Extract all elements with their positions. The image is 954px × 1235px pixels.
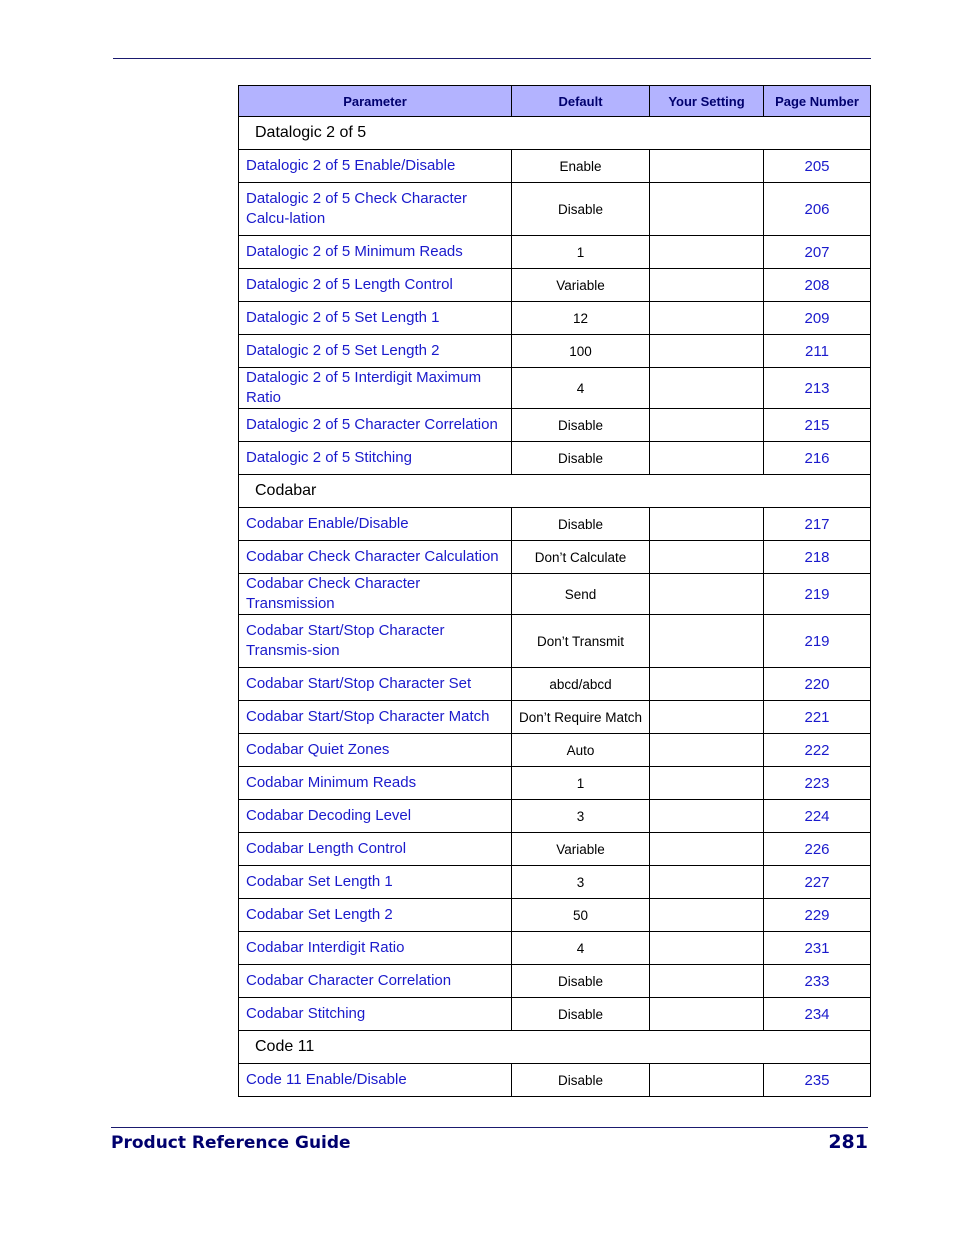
page-link[interactable]: 211 — [764, 335, 871, 368]
parameter-link[interactable]: Codabar Interdigit Ratio — [239, 932, 512, 965]
table-row — [239, 866, 871, 899]
page-link[interactable]: 235 — [764, 1064, 871, 1097]
parameter-link[interactable]: Datalogic 2 of 5 Set Length 2 — [239, 335, 512, 368]
table-row — [239, 800, 871, 833]
default-value: 1 — [512, 236, 650, 269]
default-value: 4 — [512, 932, 650, 965]
parameter-link[interactable]: Codabar Set Length 2 — [239, 899, 512, 932]
default-value: abcd/abcd — [512, 668, 650, 701]
default-value: Variable — [512, 833, 650, 866]
parameter-link[interactable]: Datalogic 2 of 5 Minimum Reads — [239, 236, 512, 269]
table-row — [239, 734, 871, 767]
your-setting-cell — [650, 302, 764, 335]
parameter-link[interactable]: Codabar Minimum Reads — [239, 767, 512, 800]
table-row — [239, 183, 871, 236]
parameter-link[interactable]: Datalogic 2 of 5 Interdigit Maximum Ratio — [239, 368, 512, 409]
page-link[interactable]: 233 — [764, 965, 871, 998]
your-setting-cell — [650, 668, 764, 701]
parameter-table — [238, 85, 871, 1097]
your-setting-cell — [650, 541, 764, 574]
section-title: Codabar — [239, 475, 871, 508]
table-row — [239, 833, 871, 866]
page-link[interactable]: 231 — [764, 932, 871, 965]
your-setting-cell — [650, 965, 764, 998]
default-value: 4 — [512, 368, 650, 409]
page-link[interactable]: 219 — [764, 574, 871, 615]
parameter-link[interactable]: Codabar Start/Stop Character Transmis-sion — [239, 615, 512, 668]
parameter-link[interactable]: Datalogic 2 of 5 Check Character Calcu-lation — [239, 183, 512, 236]
your-setting-cell — [650, 236, 764, 269]
parameter-link[interactable]: Codabar Stitching — [239, 998, 512, 1031]
default-value: Disable — [512, 1064, 650, 1097]
default-value: 100 — [512, 335, 650, 368]
page-link[interactable]: 208 — [764, 269, 871, 302]
your-setting-cell — [650, 269, 764, 302]
table-row — [239, 368, 871, 409]
table-row — [239, 541, 871, 574]
table-row — [239, 269, 871, 302]
table-row — [239, 335, 871, 368]
section-row — [239, 475, 871, 508]
page-link[interactable]: 216 — [764, 442, 871, 475]
parameter-link[interactable]: Codabar Character Correlation — [239, 965, 512, 998]
table-row — [239, 899, 871, 932]
default-value: 50 — [512, 899, 650, 932]
parameter-link[interactable]: Datalogic 2 of 5 Enable/Disable — [239, 150, 512, 183]
default-value: Disable — [512, 965, 650, 998]
default-value: Variable — [512, 269, 650, 302]
default-value: Don’t Require Match — [512, 701, 650, 734]
parameter-link[interactable]: Codabar Check Character Calculation — [239, 541, 512, 574]
section-title: Code 11 — [239, 1031, 871, 1064]
parameter-link[interactable]: Codabar Set Length 1 — [239, 866, 512, 899]
your-setting-cell — [650, 833, 764, 866]
default-value: Enable — [512, 150, 650, 183]
table-row — [239, 615, 871, 668]
your-setting-cell — [650, 409, 764, 442]
your-setting-cell — [650, 442, 764, 475]
section-title: Datalogic 2 of 5 — [239, 117, 871, 150]
parameter-link[interactable]: Codabar Length Control — [239, 833, 512, 866]
default-value: Don’t Calculate — [512, 541, 650, 574]
your-setting-cell — [650, 701, 764, 734]
page-link[interactable]: 224 — [764, 800, 871, 833]
footer-title: Product Reference Guide — [111, 1133, 351, 1153]
your-setting-cell — [650, 932, 764, 965]
table-row — [239, 574, 871, 615]
default-value: Disable — [512, 183, 650, 236]
page-link[interactable]: 217 — [764, 508, 871, 541]
parameter-link[interactable]: Codabar Start/Stop Character Match — [239, 701, 512, 734]
table-row — [239, 668, 871, 701]
default-value: Auto — [512, 734, 650, 767]
page-link[interactable]: 205 — [764, 150, 871, 183]
page-link[interactable]: 222 — [764, 734, 871, 767]
parameter-link[interactable]: Codabar Start/Stop Character Set — [239, 668, 512, 701]
table-row — [239, 150, 871, 183]
your-setting-cell — [650, 1064, 764, 1097]
table-row — [239, 965, 871, 998]
your-setting-cell — [650, 368, 764, 409]
default-value: Disable — [512, 998, 650, 1031]
your-setting-cell — [650, 866, 764, 899]
page-link[interactable]: 218 — [764, 541, 871, 574]
page-link[interactable]: 221 — [764, 701, 871, 734]
table-row — [239, 236, 871, 269]
default-value: Disable — [512, 442, 650, 475]
page-link[interactable]: 219 — [764, 615, 871, 668]
header-your-setting: Your Setting — [650, 86, 764, 117]
default-value: Disable — [512, 508, 650, 541]
table-row — [239, 302, 871, 335]
parameter-link[interactable]: Code 11 Enable/Disable — [239, 1064, 512, 1097]
table-row — [239, 508, 871, 541]
top-rule — [113, 58, 871, 59]
your-setting-cell — [650, 183, 764, 236]
table-header-row — [239, 86, 871, 117]
your-setting-cell — [650, 508, 764, 541]
table-row — [239, 932, 871, 965]
parameter-link[interactable]: Datalogic 2 of 5 Character Correlation — [239, 409, 512, 442]
table-row — [239, 998, 871, 1031]
parameter-link[interactable]: Codabar Quiet Zones — [239, 734, 512, 767]
header-page-number: Page Number — [764, 86, 871, 117]
your-setting-cell — [650, 615, 764, 668]
header-parameter: Parameter — [239, 86, 512, 117]
page-link[interactable]: 226 — [764, 833, 871, 866]
default-value: 1 — [512, 767, 650, 800]
page-link[interactable]: 229 — [764, 899, 871, 932]
table-row — [239, 701, 871, 734]
page-link[interactable]: 206 — [764, 183, 871, 236]
header-default: Default — [512, 86, 650, 117]
table-row — [239, 1064, 871, 1097]
your-setting-cell — [650, 767, 764, 800]
parameter-link[interactable]: Codabar Check Character Transmission — [239, 574, 512, 615]
page-link[interactable]: 207 — [764, 236, 871, 269]
page-link[interactable]: 215 — [764, 409, 871, 442]
page-link[interactable]: 213 — [764, 368, 871, 409]
default-value: Send — [512, 574, 650, 615]
parameter-link[interactable]: Codabar Decoding Level — [239, 800, 512, 833]
default-value: 3 — [512, 800, 650, 833]
your-setting-cell — [650, 734, 764, 767]
your-setting-cell — [650, 574, 764, 615]
page-link[interactable]: 234 — [764, 998, 871, 1031]
default-value: 3 — [512, 866, 650, 899]
default-value: 12 — [512, 302, 650, 335]
parameter-link[interactable]: Datalogic 2 of 5 Stitching — [239, 442, 512, 475]
page-link[interactable]: 209 — [764, 302, 871, 335]
section-row — [239, 1031, 871, 1064]
your-setting-cell — [650, 998, 764, 1031]
page-link[interactable]: 220 — [764, 668, 871, 701]
default-value: Disable — [512, 409, 650, 442]
table-row — [239, 409, 871, 442]
your-setting-cell — [650, 335, 764, 368]
your-setting-cell — [650, 800, 764, 833]
page-link[interactable]: 223 — [764, 767, 871, 800]
your-setting-cell — [650, 899, 764, 932]
default-value: Don’t Transmit — [512, 615, 650, 668]
parameter-link[interactable]: Datalogic 2 of 5 Set Length 1 — [239, 302, 512, 335]
page-link[interactable]: 227 — [764, 866, 871, 899]
your-setting-cell — [650, 150, 764, 183]
table-row — [239, 767, 871, 800]
footer-page-number: 281 — [828, 1131, 868, 1153]
parameter-link[interactable]: Datalogic 2 of 5 Length Control — [239, 269, 512, 302]
table-row — [239, 442, 871, 475]
section-row — [239, 117, 871, 150]
bottom-rule — [111, 1127, 868, 1128]
parameter-link[interactable]: Codabar Enable/Disable — [239, 508, 512, 541]
